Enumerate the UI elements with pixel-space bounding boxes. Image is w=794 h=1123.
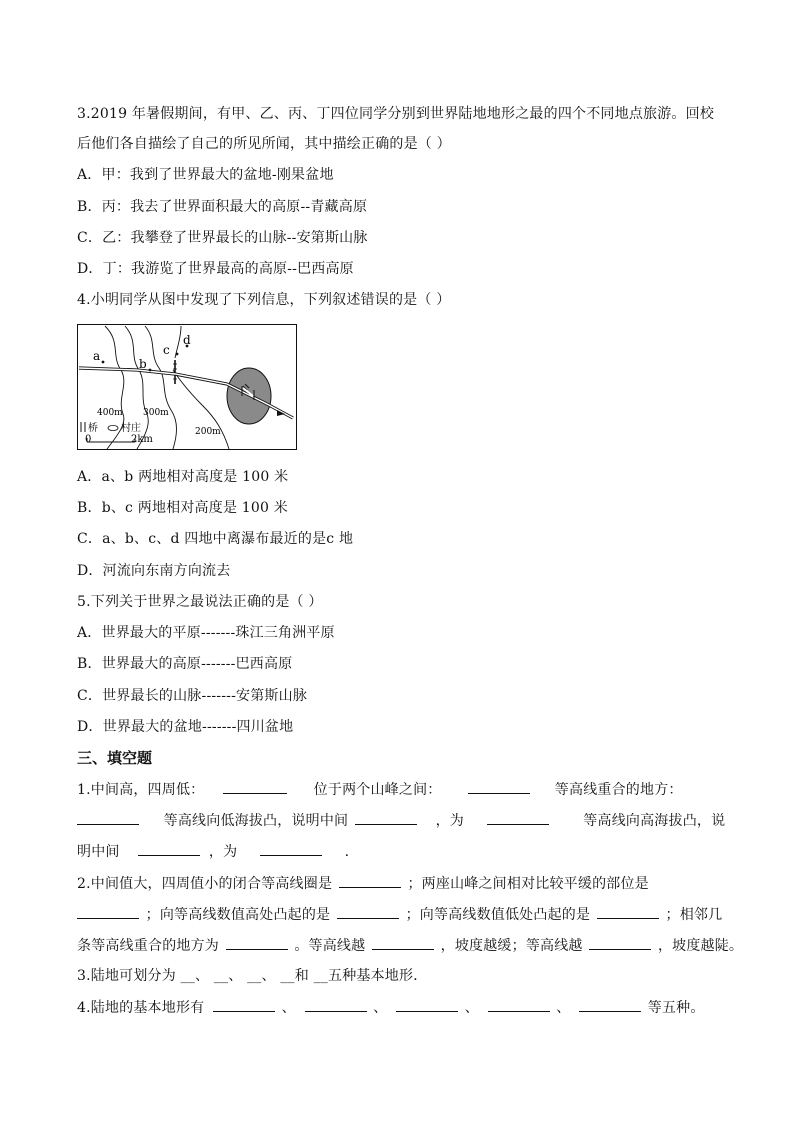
contour-label-300: 300m [143, 408, 169, 418]
map-label-a: a [93, 349, 101, 363]
fill4-text-end: 等五种。 [647, 1000, 705, 1016]
fill2-text-e: ；相邻几 [665, 907, 723, 923]
fill4-blank-4[interactable] [488, 997, 550, 1012]
scale-length: 2km [131, 434, 153, 445]
q3-stem-line1: 3.2019 年暑假期间，有甲、乙、丙、丁四位同学分别到世界陆地地形之最的四个不同地点旅游。回校 [77, 106, 715, 122]
contour-label-200: 200m [195, 427, 221, 437]
fill2-blank-2[interactable] [77, 904, 139, 919]
fill2-line1 [77, 873, 649, 894]
fill1-blank-7[interactable] [260, 841, 322, 856]
fill2-text-c: ；向等高线数值高处凸起的是 [145, 907, 331, 923]
fill2-text-f: 条等高线重合的地方为 [77, 938, 219, 954]
fill1-text-e: ，为 [435, 813, 464, 829]
fill2-line2 [77, 904, 722, 925]
q5-option-c: C．世界最长的山脉-------安第斯山脉 [77, 688, 308, 704]
q5-stem: 5.下列关于世界之最说法正确的是（ ） [77, 594, 323, 610]
scale-zero: 0 [85, 434, 92, 445]
fill1-blank-2[interactable] [468, 779, 530, 794]
fill1-text-g: 明中间 [77, 844, 120, 860]
fill4-line [77, 997, 705, 1018]
fill2-blank-6[interactable] [372, 935, 434, 950]
fill1-text-f: 等高线向高海拔凸，说 [583, 813, 726, 829]
q4-option-b: B．b、c 两地相对高度是 100 米 [77, 500, 288, 516]
q3-option-d: D．丁：我游览了世界最高的高原--巴西高原 [77, 261, 354, 277]
q3-option-c: C．乙：我攀登了世界最长的山脉--安第斯山脉 [77, 230, 368, 246]
fill2-text-g: 。等高线越 [294, 938, 366, 954]
q5-option-a: A．世界最大的平原-------珠江三角洲平原 [77, 625, 335, 641]
fill1-line3 [77, 841, 349, 862]
fill2-blank-7[interactable] [589, 935, 651, 950]
q3-option-b: B．丙：我去了世界面积最大的高原--青藏高原 [77, 199, 368, 215]
fill2-text-a: 2.中间值大，四周值小的闭合等高线圈是 [77, 876, 333, 892]
legend-village-label: 村庄 [121, 423, 141, 434]
q4-option-d: D．河流向东南方向流去 [77, 563, 231, 579]
q3-stem-line2: 后他们各自描绘了自己的所见所闻，其中描绘正确的是（ ） [77, 136, 451, 152]
fill1-text-d: 等高线向低海拔凸，说明中间 [163, 813, 349, 829]
fill1-blank-5[interactable] [487, 810, 549, 825]
fill4-sep-1: 、 [281, 1000, 296, 1016]
fill2-text-i: ，坡度越陡。 [657, 938, 744, 954]
fill2-blank-5[interactable] [226, 935, 288, 950]
map-label-b: b [139, 357, 147, 371]
fill1-text-h: ，为 [208, 844, 238, 860]
fill4-text-a: 4.陆地的基本地形有 [77, 1000, 205, 1016]
q3-option-a: A．甲：我到了世界最大的盆地-刚果盆地 [77, 167, 334, 183]
fill1-blank-1[interactable] [223, 779, 287, 794]
fill2-text-b: ；两座山峰之间相对比较平缓的部位是 [407, 876, 649, 892]
q4-option-c: C．a、b、c、d 四地中离瀑布最近的是c 地 [77, 531, 354, 547]
fill1-blank-6[interactable] [138, 841, 200, 856]
fill4-sep-3: 、 [464, 1000, 479, 1016]
fill4-blank-1[interactable] [213, 997, 275, 1012]
q4-option-a: A．a、b 两地相对高度是 100 米 [77, 469, 289, 485]
fill2-text-d: ；向等高线数值低处凸起的是 [405, 907, 591, 923]
section-title: 三、填空题 [77, 749, 153, 767]
fill1-text-i: . [344, 844, 350, 860]
fill1-text-a: 1.中间高，四周低： [77, 782, 205, 798]
fill4-sep-4: 、 [556, 1000, 571, 1016]
fill1-blank-4[interactable] [355, 810, 417, 825]
fill3-line: 3.陆地可划分为 __、 __、 __、 __和 __五种基本地形． [77, 968, 428, 984]
fill2-blank-1[interactable] [339, 873, 401, 888]
q4-stem: 4.小明同学从图中发现了下列信息，下列叙述错误的是（ ） [77, 292, 451, 308]
contour-label-400: 400m [97, 408, 123, 418]
fill1-line2 [77, 810, 725, 831]
fill4-blank-2[interactable] [305, 997, 367, 1012]
q5-option-d: D．世界最大的盆地-------四川盆地 [77, 719, 294, 735]
fill2-text-h: ，坡度越缓；等高线越 [440, 938, 583, 954]
fill1-blank-3[interactable] [77, 810, 139, 825]
legend-bridge-label: 桥 [88, 423, 98, 434]
fill2-blank-4[interactable] [597, 904, 659, 919]
map-label-d: d [183, 333, 191, 347]
fill4-blank-5[interactable] [579, 997, 641, 1012]
contour-map [77, 324, 297, 450]
map-label-c: c [163, 343, 170, 357]
fill2-blank-3[interactable] [337, 904, 399, 919]
fill1-text-c: 等高线重合的地方： [554, 782, 683, 798]
fill4-blank-3[interactable] [396, 997, 458, 1012]
fill2-line3 [77, 935, 743, 956]
fill1-line1 [77, 779, 683, 800]
q5-option-b: B．世界最大的高原-------巴西高原 [77, 656, 293, 672]
fill4-sep-2: 、 [373, 1000, 388, 1016]
fill1-text-b: 位于两个山峰之间： [313, 782, 442, 798]
